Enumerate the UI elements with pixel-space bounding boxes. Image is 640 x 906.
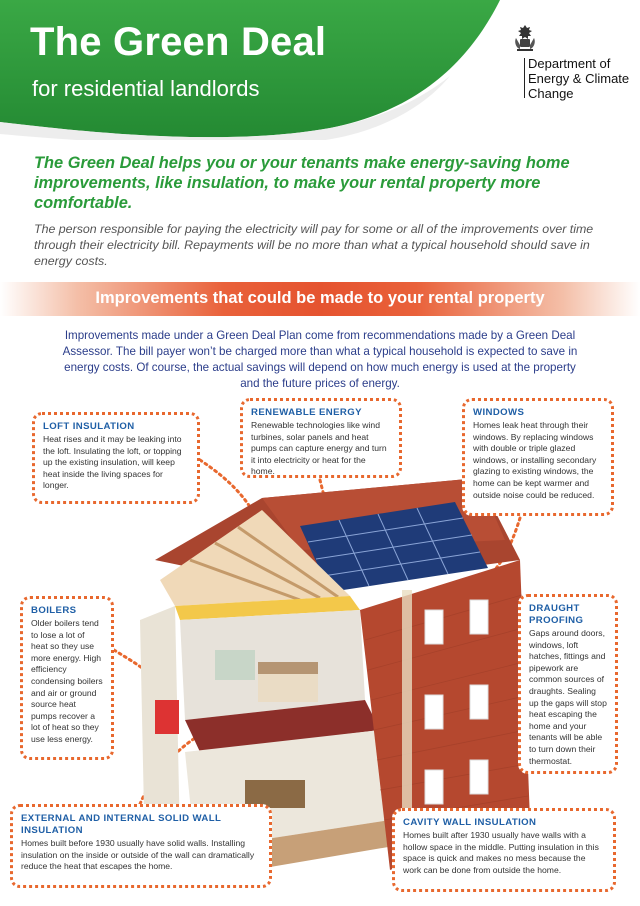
department-name: Department of Energy & Climate Change [528,56,630,101]
document-title: The Green Deal [30,20,327,64]
callout-text: Older boilers tend to lose a lot of heat so they use more energy. High efficiency condensing boilers and air or ground source heat pumps recover a lot of heat so they use less energy. [31,618,103,744]
callout-solid-wall-insulation [10,804,272,888]
callout-text: Homes built before 1930 usually have solid walls. Installing insulation on the inside or outside of the wall can dramatically reduce the heat that escapes the home. [21,838,255,872]
header-band [0,0,640,140]
callout-title: BOILERS [31,605,77,616]
callout-windows [462,398,614,516]
callout-title: EXTERNAL AND INTERNAL SOLID WALL INSULATION [21,813,222,836]
intro-lead: The Green Deal helps you or your tenants make energy-saving home improvements, like insulation, to make your rental property more comfortable. [34,154,570,212]
callout-text: Gaps around doors, windows, loft hatches, fittings and pipework are common sources of draughts. Sealing up the gaps will stop heat escaping the home and your tenants will be able to turn down their thermostat. [529,628,607,766]
bedroom-picture [215,650,255,680]
callout-draught-proofing [518,594,618,774]
callout-renewable-energy [240,398,402,478]
callout-title: LOFT INSULATION [43,421,135,432]
callout-title: CAVITY WALL INSULATION [403,817,537,828]
callout-title: DRAUGHT PROOFING [529,603,584,626]
department-logo [512,24,632,104]
callout-boilers [20,596,114,760]
document-subtitle: for residential landlords [32,76,260,101]
banner-title: Improvements that could be made to your rental property [95,289,545,307]
callout-title: RENEWABLE ENERGY [251,407,362,418]
callout-text: Heat rises and it may be leaking into the loft. Insulating the loft, or topping up the existing insulation, will keep heat inside the living spaces for longer. [43,434,182,491]
callout-text: Homes built after 1930 usually have walls with a hollow space in the middle. Putting insulation in this space is quick and makes no mess because the work can be done from outside the home. [403,830,599,875]
intro-body: The person responsible for paying the electricity will pay for some or all of the improvements over time through their electricity bill. Repayments will be no more than what a typical household should save in energy costs. [34,222,594,268]
bed [258,672,318,702]
plan-text: Improvements made under a Green Deal Plan come from recommendations made by a Green Deal Assessor. The bill payer won’t be charged more than what a typical household is expected to save in energy costs. Of course, the actual savings will depend on how much energy is used at the property and the future prices of energy. [62,329,578,390]
royal-crest-icon [512,24,538,52]
callout-text: Renewable technologies like wind turbines, solar panels and heat pumps can capture energy and turn it into electricity or heat for the home. [251,420,387,477]
logo-divider [524,58,525,98]
callout-text: Homes leak heat through their windows. By replacing windows with double or triple glazed windows, or installing secondary glazing to existing windows, the home can be kept warmer and outside noise could be reduced. [473,420,597,500]
section-banner [0,282,640,316]
callout-loft-insulation [32,412,200,504]
boiler-unit [155,700,179,734]
callout-title: WINDOWS [473,407,525,418]
callout-cavity-wall-insulation [392,808,616,892]
